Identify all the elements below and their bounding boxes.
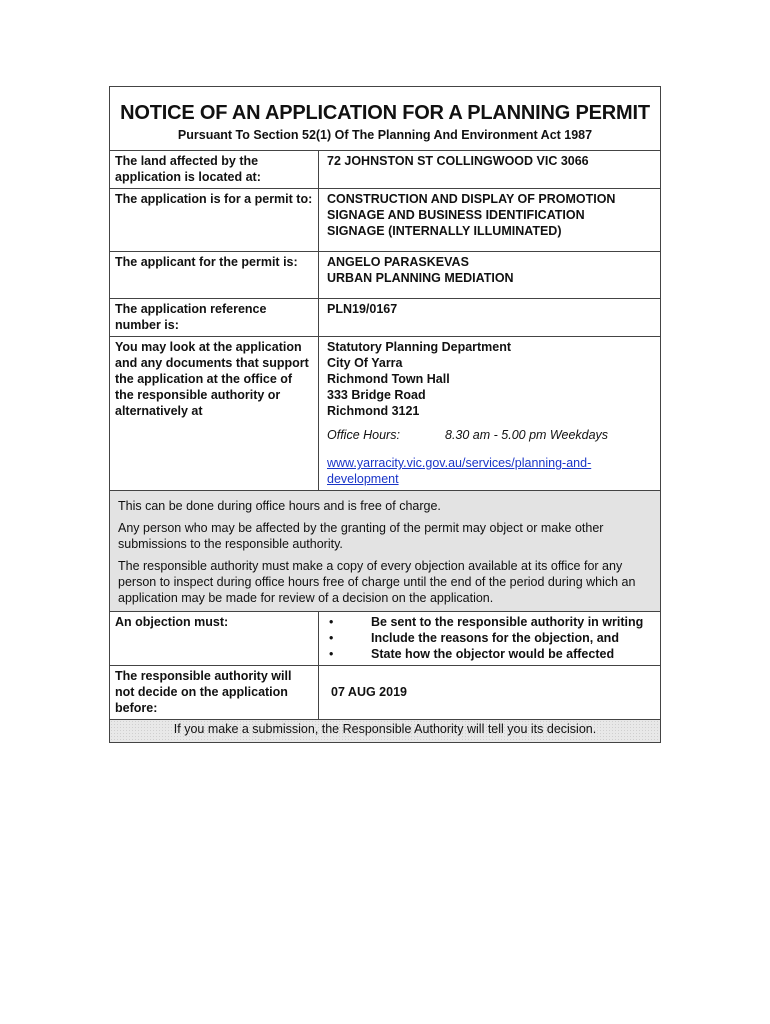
info-paragraph-free-of-charge: This can be done during office hours and is free of charge. bbox=[118, 499, 441, 513]
reference-value: PLN19/0167 bbox=[327, 302, 398, 316]
office-hours-value: 8.30 am - 5.00 pm Weekdays bbox=[445, 428, 609, 442]
decision-date: 07 AUG 2019 bbox=[331, 685, 407, 699]
bullet: • bbox=[329, 615, 334, 629]
office-hours bbox=[327, 427, 654, 443]
info-paragraph-object: Any person who may be affected by the granting of the permit may object or make other submissions to the responsible authority. bbox=[118, 521, 604, 551]
bullet: • bbox=[329, 647, 334, 661]
info-paragraph-copy-of-objection: The responsible authority must make a copy of every objection available at its office for any person to inspect during office hours free of charge until the end of the period during which an application may be made for review of a decision on the application. bbox=[118, 559, 636, 605]
land-row bbox=[110, 151, 660, 189]
reference-row bbox=[110, 299, 660, 337]
objection-item-reasons: Include the reasons for the objection, and bbox=[371, 631, 619, 645]
objection-requirements bbox=[319, 612, 660, 665]
inspection-label: You may look at the application and any documents that support the application at the office of the responsible authority or alternatively at bbox=[110, 337, 319, 490]
reference-label: The application reference number is: bbox=[110, 299, 319, 336]
application-row bbox=[110, 189, 660, 252]
applicant-row bbox=[110, 252, 660, 299]
information-section bbox=[110, 491, 660, 612]
decision-footer: If you make a submission, the Responsible Authority will tell you its decision. bbox=[110, 720, 660, 742]
application-label: The application is for a permit to: bbox=[110, 189, 319, 251]
list-item bbox=[327, 646, 654, 662]
objection-row bbox=[110, 612, 660, 666]
planning-notice bbox=[109, 86, 661, 743]
objection-label: An objection must: bbox=[110, 612, 319, 665]
office-address: Statutory Planning Department City Of Yarra Richmond Town Hall 333 Bridge Road Richmond 3121 bbox=[327, 340, 512, 418]
applicant-label: The applicant for the permit is: bbox=[110, 252, 319, 298]
office-hours-label: Office Hours: bbox=[327, 428, 400, 442]
notice-header bbox=[110, 87, 660, 151]
land-value: 72 JOHNSTON ST COLLINGWOOD VIC 3066 bbox=[327, 154, 589, 168]
planning-website-link[interactable]: www.yarracity.vic.gov.au/services/planning-and-development bbox=[327, 456, 592, 486]
bullet: • bbox=[329, 631, 334, 645]
inspection-details bbox=[319, 337, 660, 490]
objection-item-writing: Be sent to the responsible authority in writing bbox=[371, 615, 644, 629]
inspection-row bbox=[110, 337, 660, 491]
notice-subtitle: Pursuant To Section 52(1) Of The Planning And Environment Act 1987 bbox=[177, 128, 593, 142]
decision-label: The responsible authority will not decide on the application before: bbox=[110, 666, 319, 719]
list-item bbox=[327, 630, 654, 646]
objection-list bbox=[327, 614, 654, 662]
list-item bbox=[327, 614, 654, 630]
applicant-value: ANGELO PARASKEVAS URBAN PLANNING MEDIATION bbox=[327, 255, 514, 285]
land-label: The land affected by the application is located at: bbox=[110, 151, 319, 188]
notice-title: NOTICE OF AN APPLICATION FOR A PLANNING PERMIT bbox=[120, 102, 650, 124]
decision-row bbox=[110, 666, 660, 720]
application-value: CONSTRUCTION AND DISPLAY OF PROMOTION SIGNAGE AND BUSINESS IDENTIFICATION SIGNAGE (INTERNALLY ILLUMINATED) bbox=[327, 192, 616, 238]
objection-item-affected: State how the objector would be affected bbox=[371, 647, 615, 661]
